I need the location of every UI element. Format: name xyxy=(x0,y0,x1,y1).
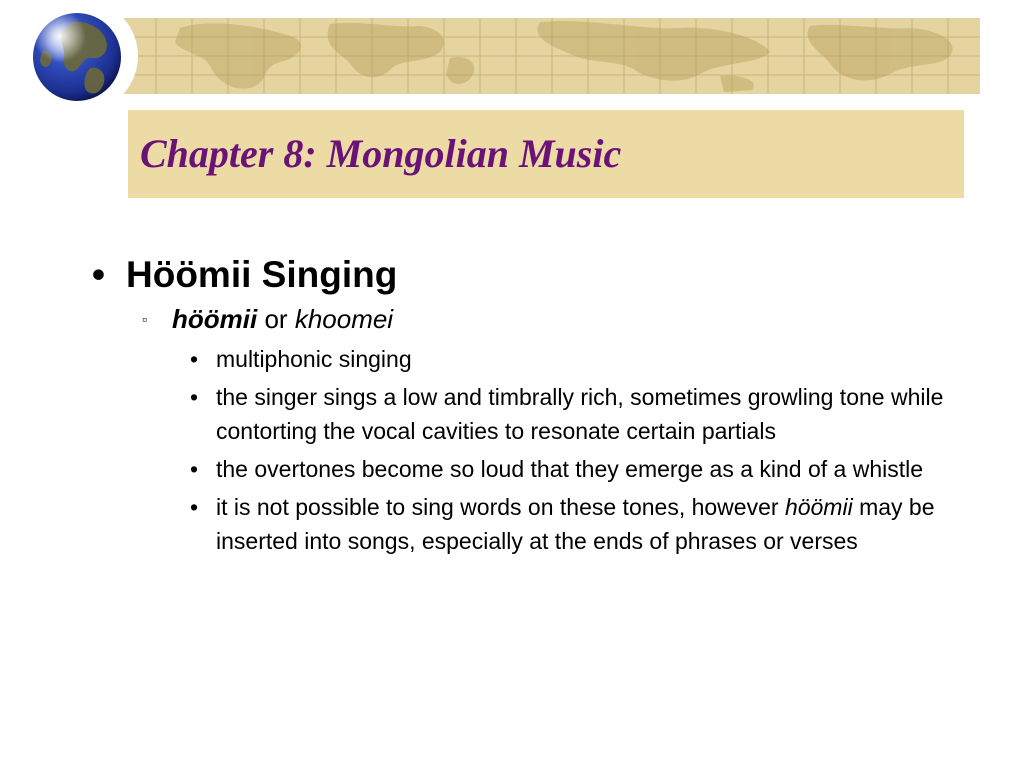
main-heading: Höömii Singing xyxy=(126,254,398,295)
term-khoomei: khoomei xyxy=(294,304,394,334)
slide-title: Chapter 8: Mongolian Music xyxy=(140,131,622,176)
bullet-dot: • xyxy=(190,346,199,372)
globe-icon xyxy=(32,12,122,102)
term-hoomii: höömii xyxy=(172,304,258,334)
bullet-dot: • xyxy=(190,384,199,410)
world-map-banner xyxy=(120,18,980,94)
point-text: the singer sings a low and timbrally rich, sometimes growling tone while contorting the vocal cavities to resonate certain partials xyxy=(216,384,944,444)
bullet-dot: • xyxy=(190,456,199,482)
point-item xyxy=(190,490,968,558)
bullet-dot: • xyxy=(190,494,199,520)
point-term-hoomii: höömii xyxy=(784,494,853,520)
slide-content xyxy=(88,250,968,558)
sub-bullet xyxy=(142,300,968,338)
point-item xyxy=(190,452,968,486)
point-text: the overtones become so loud that they emerge as a kind of a whistle xyxy=(216,456,924,482)
point-text-prefix: it is not possible to sing words on these tones, however xyxy=(216,494,785,520)
point-text-suffix: may be inserted into songs, especially at the ends of phrases or verses xyxy=(216,494,935,554)
bullet-dot: • xyxy=(92,254,105,295)
term-joiner: or xyxy=(264,304,288,334)
square-bullet-icon: ▫ xyxy=(142,311,147,327)
point-text: multiphonic singing xyxy=(216,346,412,372)
point-item xyxy=(190,342,968,376)
point-item xyxy=(190,380,968,448)
main-bullet xyxy=(88,250,968,300)
title-box xyxy=(128,110,964,198)
